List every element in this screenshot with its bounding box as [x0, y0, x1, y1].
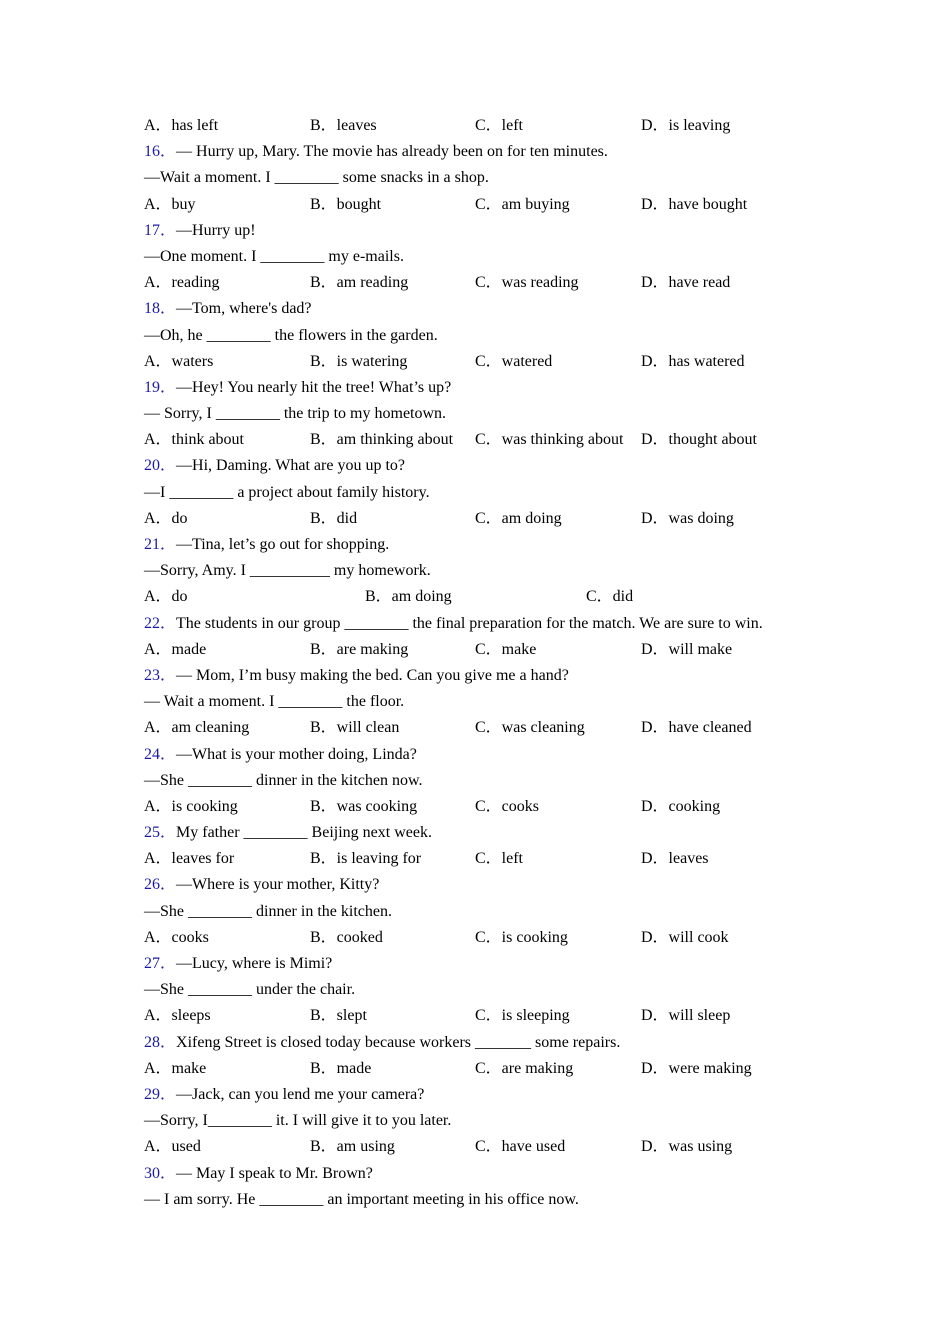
answer-options	[144, 637, 824, 663]
question-text: — Mom, I’m busy making the bed. Can you give me a hand?	[176, 666, 569, 684]
question-text: —Where is your mother, Kitty?	[176, 876, 380, 894]
answer-option-a: A．used	[144, 1138, 201, 1156]
question-number: 22．	[144, 614, 177, 632]
answer-option-c: C．was thinking about	[475, 431, 624, 449]
question-number: 25．	[144, 824, 177, 842]
response-line: — I am sorry. He ________ an important meeting in his office now.	[144, 1190, 579, 1208]
answer-option-a: A．think about	[144, 431, 244, 449]
worksheet-content	[144, 113, 824, 1213]
question-number: 18．	[144, 300, 177, 318]
answer-option-a: A．cooks	[144, 928, 209, 946]
answer-option-c: C．am doing	[475, 509, 562, 527]
answer-option-b: B．slept	[310, 1007, 367, 1025]
answer-option-a: A．made	[144, 640, 207, 658]
answer-option-d: D．was doing	[641, 509, 734, 527]
answer-option-a: A．do	[144, 588, 188, 606]
response-line: —Wait a moment. I ________ some snacks in a shop.	[144, 169, 489, 187]
question-number: 30．	[144, 1164, 177, 1182]
answer-options	[144, 427, 824, 453]
question-line	[144, 663, 824, 689]
answer-option-c: C．watered	[475, 352, 553, 370]
question-line	[144, 453, 824, 479]
answer-option-c: C．make	[475, 640, 537, 658]
question-line	[144, 872, 824, 898]
answer-option-a: A．reading	[144, 274, 220, 292]
question-text: The students in our group ________ the final preparation for the match. We are sure to win.	[176, 614, 763, 632]
answer-option-b: B．is leaving for	[310, 850, 422, 868]
question-number: 19．	[144, 378, 177, 396]
answer-option-d: D．has watered	[641, 352, 745, 370]
response-line: —One moment. I ________ my e-mails.	[144, 247, 404, 265]
question-number: 20．	[144, 457, 177, 475]
answer-options	[144, 1003, 824, 1029]
answer-option-d: D．cooking	[641, 797, 721, 815]
answer-option-a: A．is cooking	[144, 797, 238, 815]
question-text: Xifeng Street is closed today because workers _______ some repairs.	[176, 1033, 621, 1051]
answer-option-b: B．will clean	[310, 719, 400, 737]
question-number: 23．	[144, 666, 177, 684]
answer-option-a: A．am cleaning	[144, 719, 250, 737]
answer-option-c: C．left	[475, 117, 523, 134]
answer-option-c: C．have used	[475, 1138, 566, 1156]
answer-option-a: A．do	[144, 509, 188, 527]
question-text: —Tina, let’s go out for shopping.	[176, 536, 390, 553]
question-text: —Tom, where's dad?	[176, 300, 312, 318]
response-line: — Sorry, I ________ the trip to my hometown.	[144, 405, 447, 423]
question-line	[144, 218, 824, 244]
response-line: —I ________ a project about family history.	[144, 483, 430, 501]
answer-option-d: D．thought about	[641, 431, 757, 449]
question-line	[144, 1161, 824, 1187]
answer-options	[144, 349, 824, 375]
question-text: —Jack, can you lend me your camera?	[176, 1085, 425, 1103]
answer-option-b: B．did	[310, 509, 358, 527]
question-text: My father ________ Beijing next week.	[176, 824, 432, 842]
question-number: 26．	[144, 876, 177, 894]
answer-option-a: A．make	[144, 1059, 207, 1077]
answer-option-d: D．will cook	[641, 928, 729, 946]
question-line	[144, 1082, 824, 1108]
answer-option-c: C．is sleeping	[475, 1007, 570, 1025]
answer-option-b: B．am reading	[310, 274, 409, 292]
question-text: —What is your mother doing, Linda?	[176, 745, 417, 763]
question-number: 16．	[144, 143, 177, 161]
answer-option-c: C．was cleaning	[475, 719, 585, 737]
response-line: — Wait a moment. I ________ the floor.	[144, 693, 405, 711]
answer-option-d: D．have bought	[641, 195, 748, 213]
answer-option-c: C．did	[586, 588, 634, 606]
answer-option-b: B．am thinking about	[310, 431, 454, 449]
question-text: —Hi, Daming. What are you up to?	[176, 457, 405, 475]
question-line	[144, 1030, 824, 1056]
question-number: 17．	[144, 221, 177, 239]
question-number: 27．	[144, 955, 177, 972]
answer-option-c: C．is cooking	[475, 928, 568, 946]
answer-option-d: D．will sleep	[641, 1007, 731, 1025]
answer-option-a: A．has left	[144, 117, 219, 134]
question-line	[144, 375, 824, 401]
response-line: —Oh, he ________ the flowers in the garden.	[144, 326, 438, 344]
question-text: —Lucy, where is Mimi?	[176, 955, 333, 972]
answer-options	[144, 1134, 824, 1160]
answer-options	[144, 192, 824, 218]
question-line	[144, 532, 824, 558]
question-line	[144, 296, 824, 322]
answer-option-b: B．cooked	[310, 928, 383, 946]
answer-option-b: B．bought	[310, 195, 382, 213]
question-line	[144, 742, 824, 768]
answer-option-b: B．am using	[310, 1138, 395, 1156]
answer-option-b: B．was cooking	[310, 797, 418, 815]
question-text: —Hey! You nearly hit the tree! What’s up?	[176, 378, 452, 396]
answer-option-a: A．waters	[144, 352, 214, 370]
response-line: —She ________ dinner in the kitchen now.	[144, 771, 423, 789]
answer-option-a: A．sleeps	[144, 1007, 211, 1025]
answer-option-c: C．cooks	[475, 797, 540, 815]
answer-options	[144, 925, 824, 951]
answer-option-b: B．made	[310, 1059, 372, 1077]
answer-option-d: D．was using	[641, 1138, 733, 1156]
answer-option-b: B．leaves	[310, 117, 377, 134]
answer-option-b: B．am doing	[365, 588, 452, 606]
question-text: — Hurry up, Mary. The movie has already been on for ten minutes.	[176, 143, 608, 161]
question-line	[144, 611, 824, 637]
answer-option-c: C．left	[475, 850, 523, 868]
response-line: —She ________ under the chair.	[144, 981, 356, 999]
question-line	[144, 951, 824, 977]
answer-option-b: B．are making	[310, 640, 409, 658]
question-number: 28．	[144, 1033, 177, 1051]
answer-option-d: D．have cleaned	[641, 719, 752, 737]
answer-options	[144, 270, 824, 296]
answer-options	[144, 715, 824, 741]
answer-option-b: B．is watering	[310, 352, 408, 370]
question-number: 29．	[144, 1085, 177, 1103]
answer-option-c: C．was reading	[475, 274, 579, 292]
answer-option-d: D．have read	[641, 274, 731, 292]
question-number: 24．	[144, 745, 177, 763]
answer-options	[144, 584, 824, 610]
question-line	[144, 139, 824, 165]
answer-option-a: A．buy	[144, 195, 196, 213]
response-line: —She ________ dinner in the kitchen.	[144, 902, 392, 920]
question-text: —Hurry up!	[176, 221, 256, 239]
question-number: 21．	[144, 536, 177, 553]
question-text: — May I speak to Mr. Brown?	[176, 1164, 373, 1182]
answer-options	[144, 506, 824, 532]
answer-option-d: D．is leaving	[641, 117, 731, 134]
answer-options	[144, 846, 824, 872]
answer-option-c: C．am buying	[475, 195, 570, 213]
answer-option-c: C．are making	[475, 1059, 574, 1077]
answer-option-d: D．were making	[641, 1059, 752, 1077]
answer-options	[144, 794, 824, 820]
question-line	[144, 820, 824, 846]
answer-option-d: D．will make	[641, 640, 733, 658]
answer-options	[144, 113, 824, 139]
response-line: —Sorry, Amy. I __________ my homework.	[144, 562, 431, 580]
answer-option-a: A．leaves for	[144, 850, 235, 868]
response-line: —Sorry, I________ it. I will give it to you later.	[144, 1112, 452, 1130]
answer-option-d: D．leaves	[641, 850, 709, 868]
answer-options	[144, 1056, 824, 1082]
